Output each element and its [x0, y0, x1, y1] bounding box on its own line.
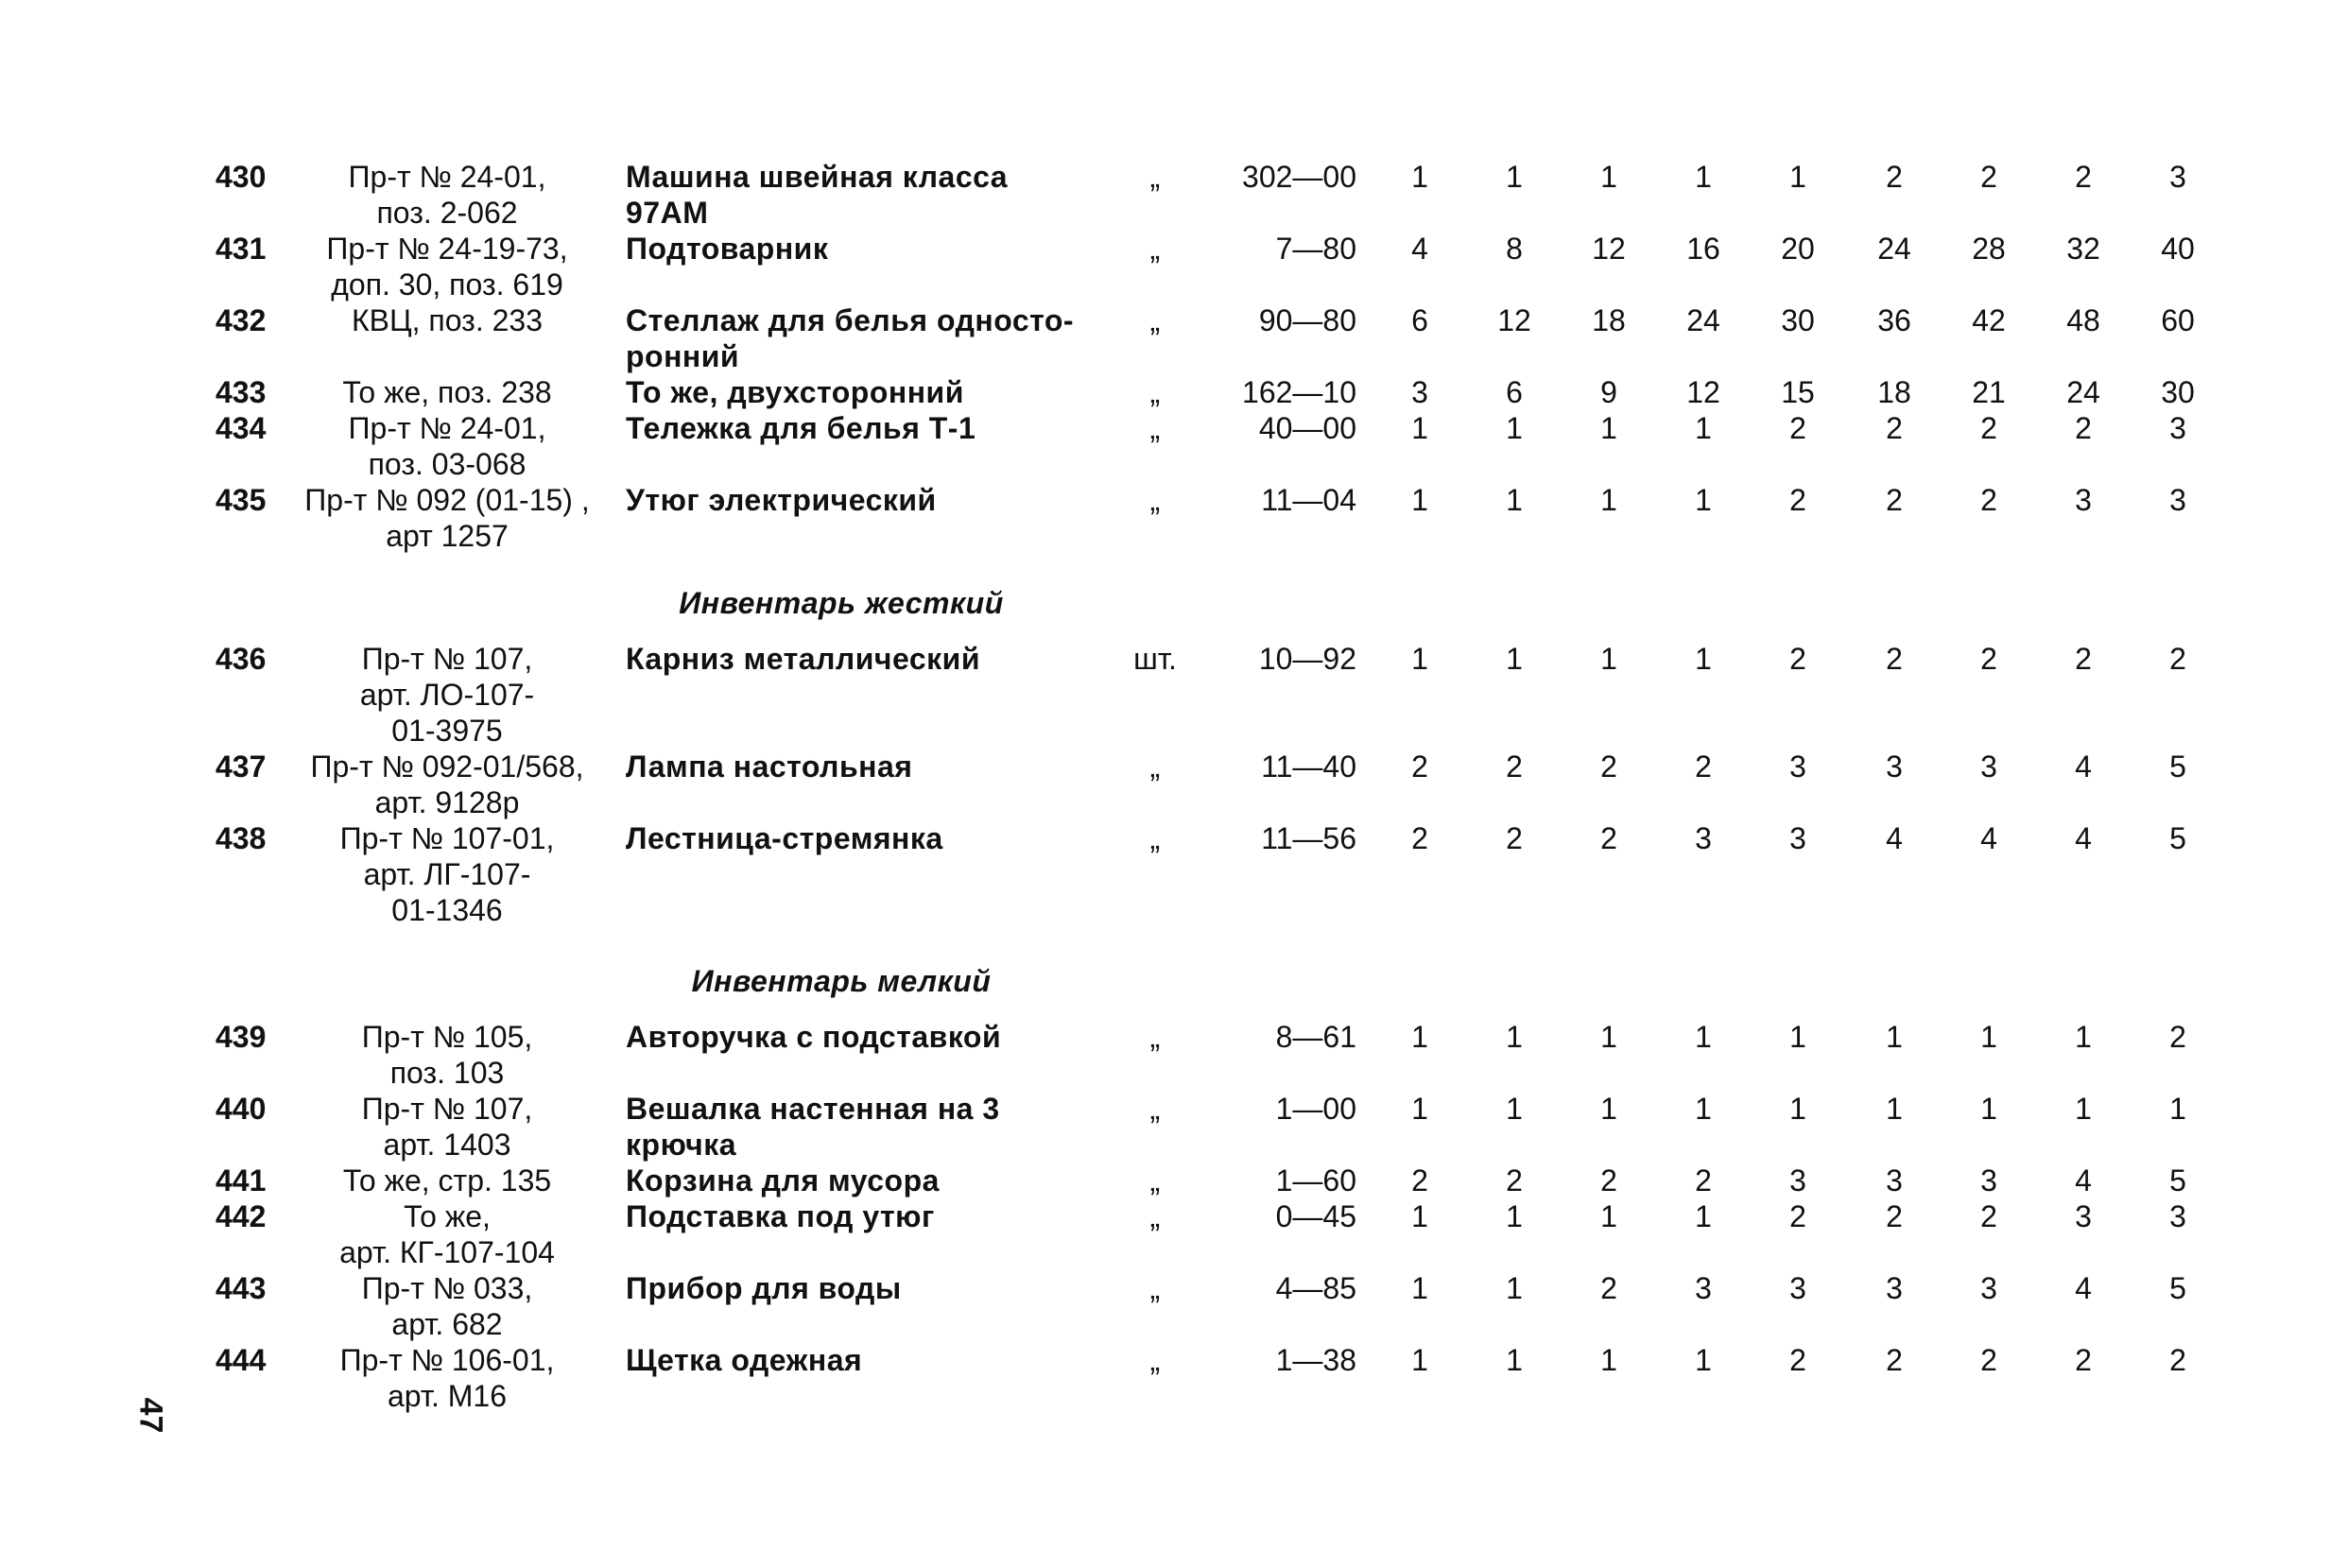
item-reference-line: арт 1257	[386, 519, 509, 553]
item-quantity: 3	[1695, 821, 1712, 855]
item-quantity: 4	[2075, 821, 2092, 855]
item-quantity: 5	[2169, 1163, 2186, 1198]
item-quantity: 2	[2169, 1343, 2186, 1377]
item-quantity: 2	[1886, 1199, 1903, 1233]
item-quantity: 1	[1695, 1020, 1712, 1054]
item-reference-line: поз. 103	[389, 1056, 505, 1090]
item-reference	[301, 1163, 594, 1198]
item-quantity: 2	[1506, 750, 1523, 784]
item-reference-line: арт. ЛГ-107-	[363, 857, 531, 891]
item-reference-line: То же,	[404, 1199, 491, 1233]
item-quantity: 1	[1695, 1092, 1712, 1126]
item-reference	[301, 1198, 594, 1270]
item-quantity: 8	[1506, 232, 1523, 266]
item-number: 442	[216, 1199, 267, 1233]
item-quantity: 12	[1497, 303, 1531, 337]
item-quantity: 1	[1695, 483, 1712, 517]
item-number: 438	[216, 821, 267, 855]
item-quantity: 1	[1506, 1199, 1523, 1233]
item-number: 443	[216, 1271, 267, 1305]
item-reference	[301, 231, 594, 302]
item-reference-line: поз. 2-062	[376, 196, 518, 230]
item-name	[626, 374, 1061, 410]
item-unit: шт.	[1133, 642, 1177, 676]
item-quantity: 2	[1411, 821, 1428, 855]
item-quantity: 1	[1506, 1092, 1523, 1126]
item-quantity: 4	[1980, 821, 1997, 855]
item-quantity: 6	[1506, 375, 1523, 409]
item-number: 434	[216, 411, 267, 445]
item-name	[626, 302, 1075, 374]
item-quantity: 60	[2161, 303, 2195, 337]
item-unit: „	[1149, 483, 1161, 517]
item-quantity: 2	[1980, 642, 1997, 676]
item-reference-line: Пр-т № 24-01,	[348, 411, 546, 445]
item-unit: „	[1149, 1092, 1161, 1126]
item-quantity: 1	[1506, 1343, 1523, 1377]
item-quantity: 3	[1980, 750, 1997, 784]
item-quantity: 1	[1600, 1020, 1617, 1054]
item-quantity: 24	[1686, 303, 1720, 337]
item-reference-line: Пр-т № 24-01,	[348, 160, 546, 194]
item-quantity: 1	[1506, 642, 1523, 676]
item-reference-line: Пр-т № 033,	[361, 1271, 533, 1305]
item-quantity: 3	[1695, 1271, 1712, 1305]
item-unit: „	[1149, 1020, 1161, 1054]
item-quantity: 2	[1600, 750, 1617, 784]
item-price: 8—61	[1275, 1020, 1356, 1054]
item-name-line: Лестница-стремянка	[626, 821, 943, 855]
item-quantity: 18	[1877, 375, 1911, 409]
item-reference	[301, 1091, 594, 1163]
item-number: 430	[216, 160, 267, 194]
item-reference-line: Пр-т № 106-01,	[339, 1343, 555, 1377]
item-quantity: 3	[1886, 750, 1903, 784]
item-reference-line: 01-1346	[391, 893, 503, 927]
item-number: 435	[216, 483, 267, 517]
item-quantity: 48	[2066, 303, 2100, 337]
item-name-line: Лампа настольная	[626, 750, 913, 784]
item-reference-line: КВЦ, поз. 233	[351, 303, 544, 337]
item-quantity: 3	[2169, 160, 2186, 194]
item-name-line: Карниз металлический	[626, 642, 981, 676]
item-quantity: 1	[2075, 1020, 2092, 1054]
section-title: Инвентарь мелкий	[691, 964, 992, 998]
item-name	[626, 1163, 1061, 1198]
item-quantity: 16	[1686, 232, 1720, 266]
item-quantity: 2	[2169, 1020, 2186, 1054]
item-quantity: 2	[2075, 1343, 2092, 1377]
item-quantity: 2	[2075, 642, 2092, 676]
item-quantity: 1	[1411, 1020, 1428, 1054]
item-number: 439	[216, 1020, 267, 1054]
item-quantity: 21	[1972, 375, 2006, 409]
item-quantity: 1	[1506, 1020, 1523, 1054]
item-price: 11—40	[1261, 750, 1356, 784]
item-quantity: 1	[1411, 160, 1428, 194]
item-quantity: 2	[2075, 411, 2092, 445]
item-quantity: 4	[2075, 1163, 2092, 1198]
item-quantity: 2	[1789, 1199, 1806, 1233]
item-unit: „	[1149, 821, 1161, 855]
item-reference	[301, 302, 594, 338]
item-quantity: 2	[1789, 642, 1806, 676]
item-unit: „	[1149, 1343, 1161, 1377]
item-quantity: 2	[1980, 483, 1997, 517]
item-name-line: Машина швейная класса	[626, 160, 1009, 194]
item-reference-line: доп. 30, поз. 619	[331, 267, 563, 302]
item-unit: „	[1149, 411, 1161, 445]
item-quantity: 1	[1789, 1092, 1806, 1126]
table-row	[0, 641, 2348, 748]
item-reference	[301, 641, 594, 749]
item-quantity: 9	[1600, 375, 1617, 409]
item-quantity: 32	[2066, 232, 2100, 266]
table-row	[0, 482, 2348, 586]
item-quantity: 1	[1411, 1199, 1428, 1233]
item-quantity: 2	[1789, 483, 1806, 517]
item-reference-line: арт. 682	[391, 1307, 503, 1341]
item-price: 1—00	[1275, 1092, 1356, 1126]
item-unit: „	[1149, 1163, 1161, 1198]
item-quantity: 1	[1600, 642, 1617, 676]
item-name-line: крючка	[626, 1128, 737, 1162]
item-quantity: 28	[1972, 232, 2006, 266]
item-price: 1—38	[1275, 1343, 1356, 1377]
item-number: 440	[216, 1092, 267, 1126]
item-quantity: 1	[1600, 160, 1617, 194]
section-title: Инвентарь жесткий	[679, 586, 1004, 620]
item-quantity: 1	[1411, 411, 1428, 445]
table-row	[0, 820, 2348, 927]
item-reference-line: Пр-т № 24-19-73,	[326, 232, 568, 266]
item-unit: „	[1149, 1271, 1161, 1305]
item-quantity: 40	[2161, 232, 2195, 266]
item-reference-line: Пр-т № 107,	[361, 1092, 533, 1126]
item-quantity: 1	[1506, 1271, 1523, 1305]
item-name-line: Подставка под утюг	[626, 1199, 935, 1233]
item-name	[626, 1270, 1061, 1306]
item-quantity: 1	[1411, 642, 1428, 676]
item-name	[626, 820, 1061, 856]
item-name-line: Стеллаж для белья односто-	[626, 303, 1075, 337]
item-quantity: 2	[1506, 1163, 1523, 1198]
item-quantity: 4	[1411, 232, 1428, 266]
item-reference-line: Пр-т № 105,	[361, 1020, 533, 1054]
item-quantity: 2	[1600, 1163, 1617, 1198]
item-name	[626, 231, 1061, 267]
item-quantity: 2	[1411, 1163, 1428, 1198]
item-unit: „	[1149, 303, 1161, 337]
item-quantity: 20	[1781, 232, 1815, 266]
item-price: 11—04	[1261, 483, 1356, 517]
item-name-line: Прибор для воды	[626, 1271, 902, 1305]
item-reference	[301, 1270, 594, 1342]
item-reference	[301, 374, 594, 410]
item-quantity: 6	[1411, 303, 1428, 337]
item-quantity: 1	[1980, 1020, 1997, 1054]
item-quantity: 1	[1411, 1092, 1428, 1126]
item-quantity: 3	[1886, 1271, 1903, 1305]
item-quantity: 2	[1506, 821, 1523, 855]
item-quantity: 2	[1600, 821, 1617, 855]
item-quantity: 1	[1600, 1343, 1617, 1377]
item-quantity: 24	[2066, 375, 2100, 409]
item-reference	[301, 1019, 594, 1091]
item-number: 441	[216, 1163, 267, 1198]
item-quantity: 1	[1695, 1199, 1712, 1233]
item-price: 1—60	[1275, 1163, 1356, 1198]
item-quantity: 3	[2169, 483, 2186, 517]
item-quantity: 1	[1411, 1343, 1428, 1377]
item-quantity: 2	[1886, 483, 1903, 517]
item-name-line: Корзина для мусора	[626, 1163, 940, 1198]
item-quantity: 2	[2169, 642, 2186, 676]
item-name	[626, 1342, 1061, 1378]
item-quantity: 1	[1600, 411, 1617, 445]
item-number: 432	[216, 303, 267, 337]
item-quantity: 2	[1789, 1343, 1806, 1377]
item-quantity: 1	[1600, 1092, 1617, 1126]
page-number: 47	[132, 1397, 169, 1434]
item-name-line: Подтоварник	[626, 232, 829, 266]
item-reference	[301, 820, 594, 928]
item-quantity: 2	[2075, 160, 2092, 194]
item-price: 302—00	[1242, 160, 1356, 194]
item-quantity: 1	[1411, 1271, 1428, 1305]
item-quantity: 12	[1686, 375, 1720, 409]
item-name	[626, 1091, 1061, 1163]
item-quantity: 3	[2075, 483, 2092, 517]
item-quantity: 1	[2075, 1092, 2092, 1126]
item-name-line: ронний	[626, 339, 740, 373]
item-quantity: 3	[1789, 1271, 1806, 1305]
item-quantity: 2	[1980, 1199, 1997, 1233]
item-price: 90—80	[1258, 303, 1356, 337]
item-quantity: 1	[1789, 160, 1806, 194]
item-reference	[301, 410, 594, 482]
item-price: 4—85	[1275, 1271, 1356, 1305]
item-quantity: 5	[2169, 750, 2186, 784]
item-quantity: 2	[1980, 1343, 1997, 1377]
item-quantity: 1	[1886, 1020, 1903, 1054]
item-price: 162—10	[1242, 375, 1356, 409]
item-quantity: 1	[1695, 160, 1712, 194]
item-quantity: 4	[2075, 750, 2092, 784]
item-name	[626, 641, 1061, 677]
item-quantity: 1	[1695, 1343, 1712, 1377]
item-quantity: 18	[1592, 303, 1626, 337]
item-reference	[301, 159, 594, 231]
item-number: 433	[216, 375, 267, 409]
item-name-line: 97АМ	[626, 196, 709, 230]
item-quantity: 3	[2169, 411, 2186, 445]
item-unit: „	[1149, 750, 1161, 784]
item-number: 436	[216, 642, 267, 676]
item-name	[626, 1019, 1061, 1055]
item-quantity: 3	[1789, 821, 1806, 855]
item-quantity: 3	[1789, 1163, 1806, 1198]
item-quantity: 1	[1600, 483, 1617, 517]
item-name-line: То же, двухсторонний	[626, 375, 964, 409]
item-quantity: 1	[1695, 411, 1712, 445]
item-quantity: 42	[1972, 303, 2006, 337]
item-quantity: 3	[1980, 1271, 1997, 1305]
item-quantity: 3	[1980, 1163, 1997, 1198]
item-quantity: 4	[1886, 821, 1903, 855]
item-reference	[301, 482, 594, 554]
item-price: 7—80	[1275, 232, 1356, 266]
item-name-line: Щетка одежная	[626, 1343, 863, 1377]
item-name-line: Вешалка настенная на 3	[626, 1092, 1000, 1126]
item-name	[626, 159, 1061, 231]
item-reference	[301, 749, 594, 820]
item-quantity: 3	[1411, 375, 1428, 409]
item-quantity: 2	[1886, 642, 1903, 676]
item-quantity: 1	[1886, 1092, 1903, 1126]
item-price: 0—45	[1275, 1199, 1356, 1233]
item-unit: „	[1149, 232, 1161, 266]
item-quantity: 5	[2169, 1271, 2186, 1305]
item-quantity: 2	[1980, 160, 1997, 194]
item-quantity: 1	[1695, 642, 1712, 676]
item-name-line: Утюг электрический	[626, 483, 937, 517]
item-name	[626, 749, 1061, 784]
item-quantity: 2	[1886, 1343, 1903, 1377]
item-unit: „	[1149, 160, 1161, 194]
item-reference-line: арт. ЛО-107-	[359, 678, 535, 712]
item-price: 11—56	[1261, 821, 1356, 855]
item-number: 444	[216, 1343, 267, 1377]
item-unit: „	[1149, 375, 1161, 409]
item-reference-line: арт. 1403	[383, 1128, 511, 1162]
item-quantity: 2	[1886, 160, 1903, 194]
item-number: 437	[216, 750, 267, 784]
item-quantity: 30	[1781, 303, 1815, 337]
item-reference-line: 01-3975	[391, 714, 503, 748]
item-quantity: 2	[1600, 1271, 1617, 1305]
item-quantity: 15	[1781, 375, 1815, 409]
item-name-line: Тележка для белья Т-1	[626, 411, 976, 445]
item-reference-line: То же, стр. 135	[342, 1163, 552, 1198]
item-quantity: 1	[2169, 1092, 2186, 1126]
item-name-line: Авторучка с подставкой	[626, 1020, 1002, 1054]
item-quantity: 3	[2075, 1199, 2092, 1233]
item-reference-line: Пр-т № 107,	[361, 642, 533, 676]
item-reference-line: Пр-т № 092-01/568,	[310, 750, 584, 784]
item-quantity: 24	[1877, 232, 1911, 266]
item-name	[626, 410, 1061, 446]
item-reference-line: То же, поз. 238	[342, 375, 552, 409]
item-quantity: 1	[1980, 1092, 1997, 1126]
item-quantity: 30	[2161, 375, 2195, 409]
item-reference	[301, 1342, 594, 1414]
item-reference-line: поз. 03-068	[368, 447, 527, 481]
table-row	[0, 1342, 2348, 1446]
item-quantity: 36	[1877, 303, 1911, 337]
item-quantity: 4	[2075, 1271, 2092, 1305]
item-quantity: 1	[1506, 411, 1523, 445]
item-reference-line: Пр-т № 092 (01-15) ,	[304, 483, 590, 517]
item-unit: „	[1149, 1199, 1161, 1233]
item-quantity: 1	[1789, 1020, 1806, 1054]
item-quantity: 12	[1592, 232, 1626, 266]
item-number: 431	[216, 232, 267, 266]
item-quantity: 3	[1789, 750, 1806, 784]
item-quantity: 2	[1789, 411, 1806, 445]
item-quantity: 2	[1695, 750, 1712, 784]
item-quantity: 1	[1411, 483, 1428, 517]
item-quantity: 2	[1886, 411, 1903, 445]
item-quantity: 1	[1506, 160, 1523, 194]
item-quantity: 2	[1695, 1163, 1712, 1198]
item-reference-line: арт. М16	[387, 1379, 508, 1413]
item-quantity: 2	[1411, 750, 1428, 784]
item-quantity: 1	[1506, 483, 1523, 517]
item-reference-line: Пр-т № 107-01,	[339, 821, 555, 855]
item-price: 10—92	[1258, 642, 1356, 676]
item-name	[626, 1198, 1061, 1234]
item-quantity: 3	[1886, 1163, 1903, 1198]
item-quantity: 1	[1600, 1199, 1617, 1233]
item-name	[626, 482, 1061, 518]
item-reference-line: арт. КГ-107-104	[339, 1235, 555, 1269]
item-quantity: 2	[1980, 411, 1997, 445]
item-price: 40—00	[1258, 411, 1356, 445]
item-quantity: 5	[2169, 821, 2186, 855]
item-quantity: 3	[2169, 1199, 2186, 1233]
item-reference-line: арт. 9128р	[374, 785, 520, 819]
